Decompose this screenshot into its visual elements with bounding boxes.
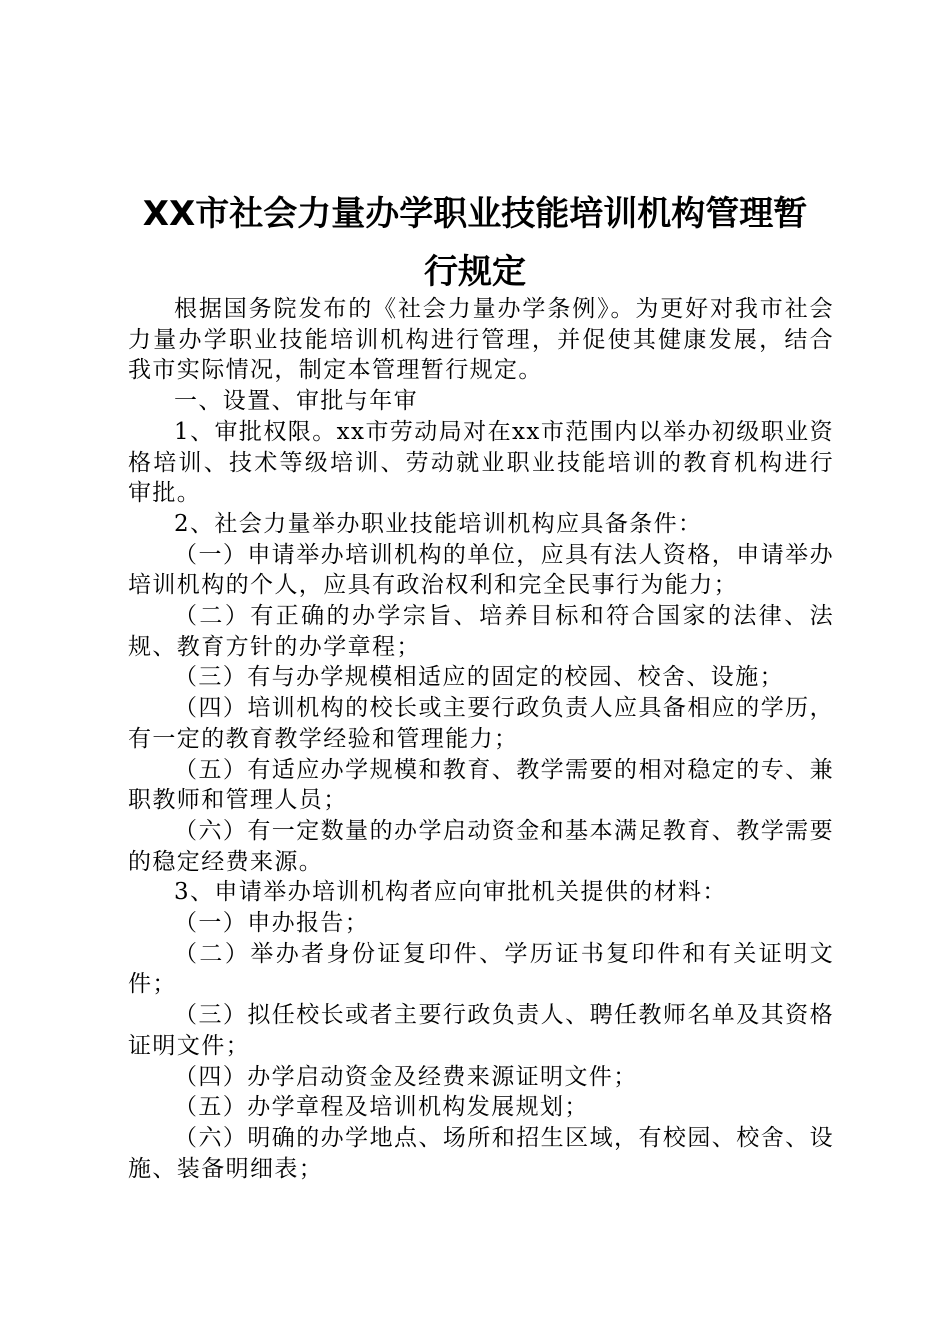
clause-2-conditions: 2、社会力量举办职业技能培训机构应具备条件： [174,510,703,537]
condition-item-2: （二）有正确的办学宗旨、培养目标和符合国家的法律、法规、教育方针的办学章程； [128,603,834,660]
material-item-4: （四）办学启动资金及经费来源证明文件； [174,1063,638,1090]
document-title-line-2: 行规定 [424,252,526,292]
condition-item-3: （三）有与办学规模相适应的固定的校园、校舍、设施； [174,664,784,691]
paragraph-intro: 根据国务院发布的《社会力量办学条例》。为更好对我市社会力量办学职业技能培训机构进行管理，并促使其健康发展，结合我市实际情况，制定本管理暂行规定。 [128,296,834,384]
condition-item-1: （一）申请举办培训机构的单位，应具有法人资格，申请举办培训机构的个人，应具有政治权利和完全民事行为能力； [128,541,834,599]
document-title-line-1: XX市社会力量办学职业技能培训机构管理暂 [142,194,808,234]
material-item-1: （一）申办报告； [174,910,370,937]
material-item-2: （二）举办者身份证复印件、学历证书复印件和有关证明文件； [128,940,834,998]
material-item-6: （六）明确的办学地点、场所和招生区域，有校园、校舍、设施、装备明细表； [128,1124,834,1182]
material-item-3: （三）拟任校长或者主要行政负责人、聘任教师名单及其资格证明文件； [128,1002,834,1059]
condition-item-6: （六）有一定数量的办学启动资金和基本满足教育、教学需要的稳定经费来源。 [128,817,834,875]
condition-item-4: （四）培训机构的校长或主要行政负责人应具备相应的学历，有一定的教育教学经验和管理能力； [128,695,834,752]
clause-1-approval-authority: 1、审批权限。xx市劳动局对在xx市范围内以举办初级职业资格培训、技术等级培训、劳动就业职业技能培训的教育机构进行审批。 [128,418,834,507]
condition-item-5: （五）有适应办学规模和教育、教学需要的相对稳定的专、兼职教师和管理人员； [128,756,834,814]
document-body [128,294,834,1184]
clause-3-materials: 3、申请举办培训机构者应向审批机关提供的材料： [174,879,727,906]
section-heading-1: 一、设置、审批与年审 [174,388,418,415]
material-item-5: （五）办学章程及培训机构发展规划； [174,1094,589,1121]
